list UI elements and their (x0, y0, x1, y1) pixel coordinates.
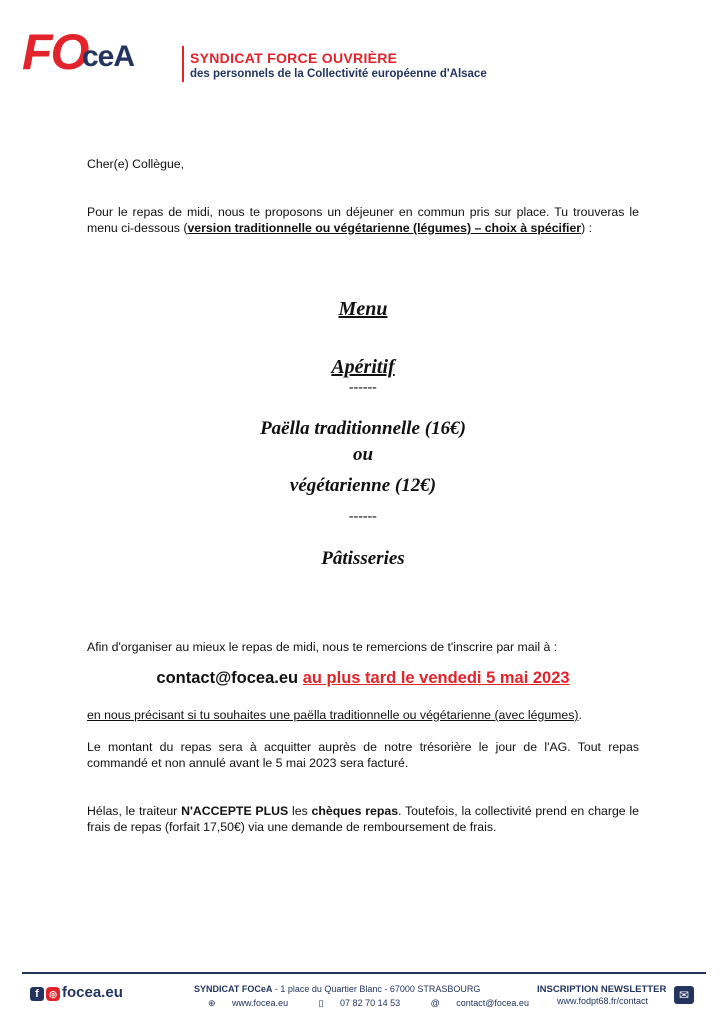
instagram-icon[interactable]: ◎ (46, 987, 60, 1001)
caterer-refusal: N'ACCEPTE PLUS (181, 804, 289, 818)
menu-or: ou (352, 444, 374, 465)
menu-heading: Menu (338, 298, 388, 320)
footer-email[interactable] (431, 998, 543, 1008)
caterer-text-2: les (288, 804, 312, 818)
footer-brand[interactable]: focea.eu (62, 984, 123, 1001)
deadline-text: au plus tard le vendedi 5 mai 2023 (302, 669, 570, 687)
menu-dessert: Pâtisseries (321, 548, 405, 569)
payment-paragraph: Le montant du repas sera à acquitter auprès de notre trésorière le jour de l'AG. Tout repas commandé et non annulé avant le 5 mai 2023 sera facturé. (87, 740, 639, 770)
header-divider (182, 46, 184, 82)
footer-phone-text: 07 82 70 14 53 (340, 998, 401, 1008)
caterer-text-1: Hélas, le traiteur (87, 804, 182, 818)
newsletter-title: INSCRIPTION NEWSLETTER (537, 984, 667, 995)
facebook-icon[interactable]: f (30, 987, 44, 1001)
menu-separator-2: ------ (349, 509, 377, 524)
precise-paragraph (87, 707, 639, 723)
precise-end: . (578, 708, 582, 722)
menu-choice-note: version traditionnelle ou végétarienne (légumes) – choix à spécifier (187, 221, 582, 235)
intro-end: ) : (581, 221, 593, 235)
globe-icon: ⊕ (208, 998, 219, 1008)
union-title: SYNDICAT FORCE OUVRIÈRE (190, 50, 398, 66)
menu-main-traditional: Paëlla traditionnelle (16€) (260, 418, 466, 439)
footer-divider (22, 972, 706, 974)
footer-org: SYNDICAT FOCeA (194, 984, 273, 994)
at-icon: @ (430, 998, 443, 1008)
mail-icon[interactable]: ✉ (674, 986, 694, 1004)
footer-address (194, 984, 480, 994)
menu-main-vegetarian: végétarienne (12€) (289, 475, 437, 496)
footer-phone[interactable] (319, 998, 415, 1008)
letterhead (22, 24, 642, 84)
footer-website-text: www.focea.eu (232, 998, 289, 1008)
intro-text: Pour le repas de midi, nous te proposons un déjeuner en commun pris sur place. Tu trouveras le menu ci-dessous ( (87, 205, 639, 235)
menu-aperitif: Apéritif (331, 356, 395, 378)
greeting: Cher(e) Collègue, (87, 157, 185, 171)
logo-fo: FO (22, 24, 88, 80)
intro-paragraph (87, 204, 639, 236)
logo-cea: ceA (82, 40, 135, 73)
newsletter-link[interactable]: www.fodpt68.fr/contact (557, 996, 649, 1006)
contact-line (87, 669, 639, 688)
contact-email[interactable]: contact@focea.eu (156, 669, 299, 687)
caterer-text-3: . Toutefois, la collectivité prend en charge le frais de repas (forfait 17,50€) via une demande de remboursement de frais. (87, 804, 640, 834)
meal-vouchers: chèques repas (311, 804, 399, 818)
phone-icon: ▯ (318, 998, 327, 1008)
footer-website[interactable] (208, 998, 302, 1008)
precise-text: en nous précisant si tu souhaites une paëlla traditionnelle ou végétarienne (avec légumes) (87, 708, 579, 722)
menu-separator: ------ (349, 380, 377, 395)
caterer-paragraph (87, 803, 639, 835)
footer-email-text: contact@focea.eu (456, 998, 529, 1008)
footer-address-text: - 1 place du Quartier Blanc - 67000 STRASBOURG (272, 984, 481, 994)
union-subtitle: des personnels de la Collectivité européenne d'Alsace (190, 68, 487, 80)
registration-text: Afin d'organiser au mieux le repas de midi, nous te remercions de t'inscrire par mail à : (87, 640, 558, 654)
footer-contacts (208, 998, 557, 1009)
